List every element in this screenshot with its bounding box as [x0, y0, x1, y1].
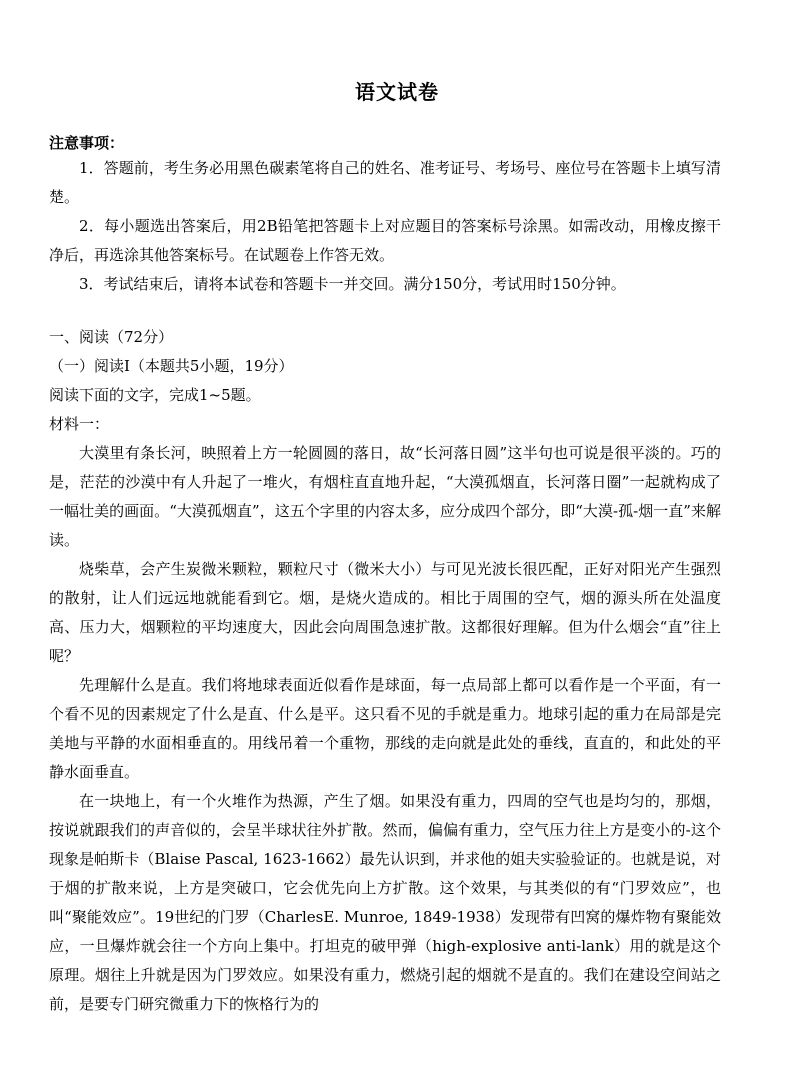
- notice-item-2: 2．每小题选出答案后，用2B铅笔把答题卡上对应题目的答案标号涂黑。如需改动，用橡皮擦干净后，再选涂其他答案标号。在试题卷上作答无效。: [49, 217, 721, 264]
- page-title: 语文试卷: [355, 80, 439, 104]
- notice-item-3: 3．考试结束后，请将本试卷和答题卡一并交回。满分150分，考试用时150分钟。: [79, 275, 626, 293]
- instruction-text: 阅读下面的文字，完成1~5题。: [49, 386, 261, 404]
- subsection-heading: （一）阅读I（本题共5小题，19分）: [49, 357, 294, 375]
- section-heading: 一、阅读（72分）: [49, 328, 174, 346]
- material-label: 材料一：: [49, 415, 110, 433]
- notice-heading: 注意事项：: [49, 134, 125, 152]
- paragraph-2: 烧柴草，会产生炭微米颗粒，颗粒尺寸（微米大小）与可见光波长很匹配，正好对阳光产生强烈的散射，让人们远远地就能看到它。烟，是烧火造成的。相比于周围的空气，烟的源头所在处温度高、压力大，烟颗粒的平均速度大，因此会向周围急速扩散。这都很好理解。但为什么烟会“直”往上呢？: [49, 560, 721, 665]
- reading-section: [49, 323, 721, 1019]
- notice-list: [49, 154, 721, 299]
- paragraph-3: 先理解什么是直。我们将地球表面近似看作是球面，每一点局部上都可以看作是一个平面，有一个看不见的因素规定了什么是直、什么是平。这只看不见的手就是重力。地球引起的重力在局部是完美地与平静的水面相垂直的。用线吊着一个重物，那线的走向就是此处的垂线，直直的，和此处的平静水面垂直。: [49, 676, 721, 781]
- paragraph-1: 大漠里有条长河，映照着上方一轮圆圆的落日，故“长河落日圆”这半句也可说是很平淡的。巧的是，茫茫的沙漠中有人升起了一堆火，有烟柱直直地升起，“大漠孤烟直，长河落日圈”一起就构成了一幅壮美的画面。“大漠孤烟直”，这五个字里的内容太多，应分成四个部分，即“大漠-孤-烟一直”来解读。: [49, 444, 721, 549]
- paragraph-4: 在一块地上，有一个火堆作为热源，产生了烟。如果没有重力，四周的空气也是均匀的，那烟，按说就跟我们的声音似的，会呈半球状往外扩散。然而，偏偏有重力，空气压力往上方是变小的-这个现象是帕斯卡（Blaise Pascal, 1623-1662）最先认识到，并求他的姐夫实验验证的。也就是说，对于烟的扩散来说，上方是突破口，它会优先向上方扩散。这个效果，与其类似的有“门罗效应”，也叫“聚能效应”。19世纪的门罗（CharlesE. Munroe, 1849-1938）发现带有凹窝的爆炸物有聚能效应，一旦爆炸就会往一个方向上集中。打坦克的破甲弹（high-explosive anti-lank）用的就是这个原理。烟往上升就是因为门罗效应。如果没有重力，燃烧引起的烟就不是直的。我们在建设空间站之前，是要专门研究微重力下的恢格行为的: [49, 792, 721, 1013]
- notice-item-1: 1．答题前，考生务必用黑色碳素笔将自己的姓名、准考证号、考场号、座位号在答题卡上填写清楚。: [49, 159, 721, 206]
